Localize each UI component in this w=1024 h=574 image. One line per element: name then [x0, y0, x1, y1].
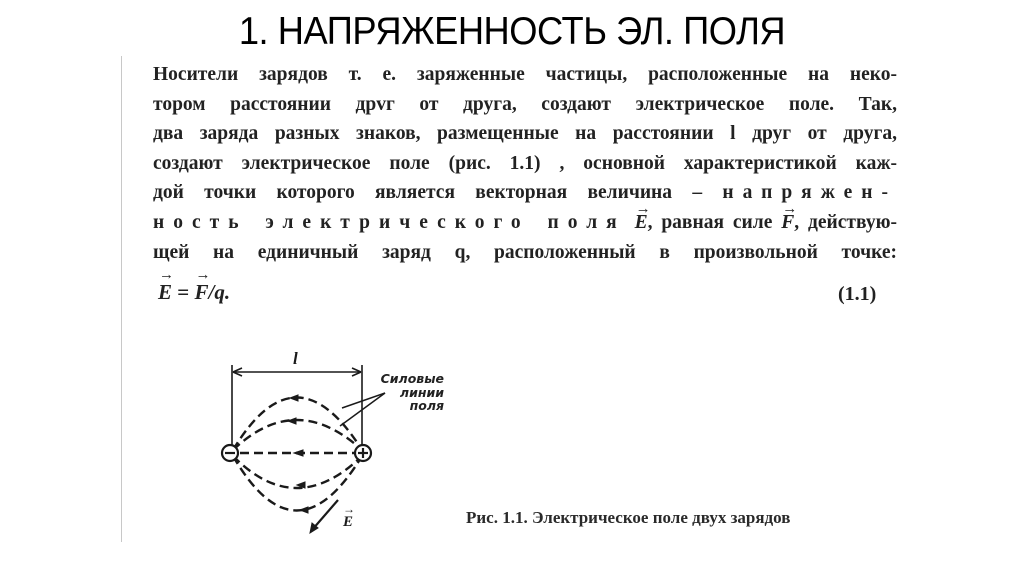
text-line-6	[153, 208, 897, 238]
formula-rest: /q.	[208, 280, 231, 304]
formula-number: (1.1)	[838, 283, 877, 305]
text-line-2: тором расстоянии дрvг от друга, создают электрическое поле. Так,	[153, 93, 897, 115]
text-fragment: , равная силе	[647, 211, 782, 233]
scan-border-line	[121, 56, 122, 542]
vector-e-label: → E	[343, 514, 353, 531]
text-line-1: Носители зарядов т. е. заряженные частицы, расположенные на неко-	[153, 64, 897, 85]
spaced-term: ность электрического поля	[153, 211, 626, 233]
figure-caption: Рис. 1.1. Электрическое поле двух зарядов	[466, 508, 791, 527]
label-line: Силовые	[380, 371, 444, 386]
vector-e-symbol: → E	[158, 280, 172, 305]
body-paragraph	[153, 60, 897, 267]
spaced-term: напряжен-	[722, 182, 897, 204]
label-line: поля	[409, 398, 444, 413]
text-fragment: , действую-	[794, 211, 897, 233]
text-line-7: щей на единичный заряд q, расположенный в произвольной точке:	[153, 241, 897, 263]
slide-title: 1. НАПРЯЖЕННОСТЬ ЭЛ. ПОЛЯ	[238, 10, 786, 53]
formula	[158, 280, 230, 305]
vector-f-symbol: → F	[781, 208, 794, 238]
vector-e-symbol: → E	[635, 208, 648, 238]
distance-label: l	[293, 349, 298, 368]
field-lines-label	[374, 372, 444, 413]
equals-sign: =	[172, 280, 195, 304]
text-line-5-main: дой точки которого является векторная величина –	[153, 182, 703, 204]
vector-f-symbol: → F	[194, 280, 208, 305]
label-line: линии	[399, 384, 444, 400]
text-line-3: два заряда разных знаков, размещенные на расстоянии l друг от друга,	[153, 123, 897, 145]
text-line-4: создают электрическое поле (рис. 1.1) , основной характеристикой каж-	[153, 152, 897, 174]
